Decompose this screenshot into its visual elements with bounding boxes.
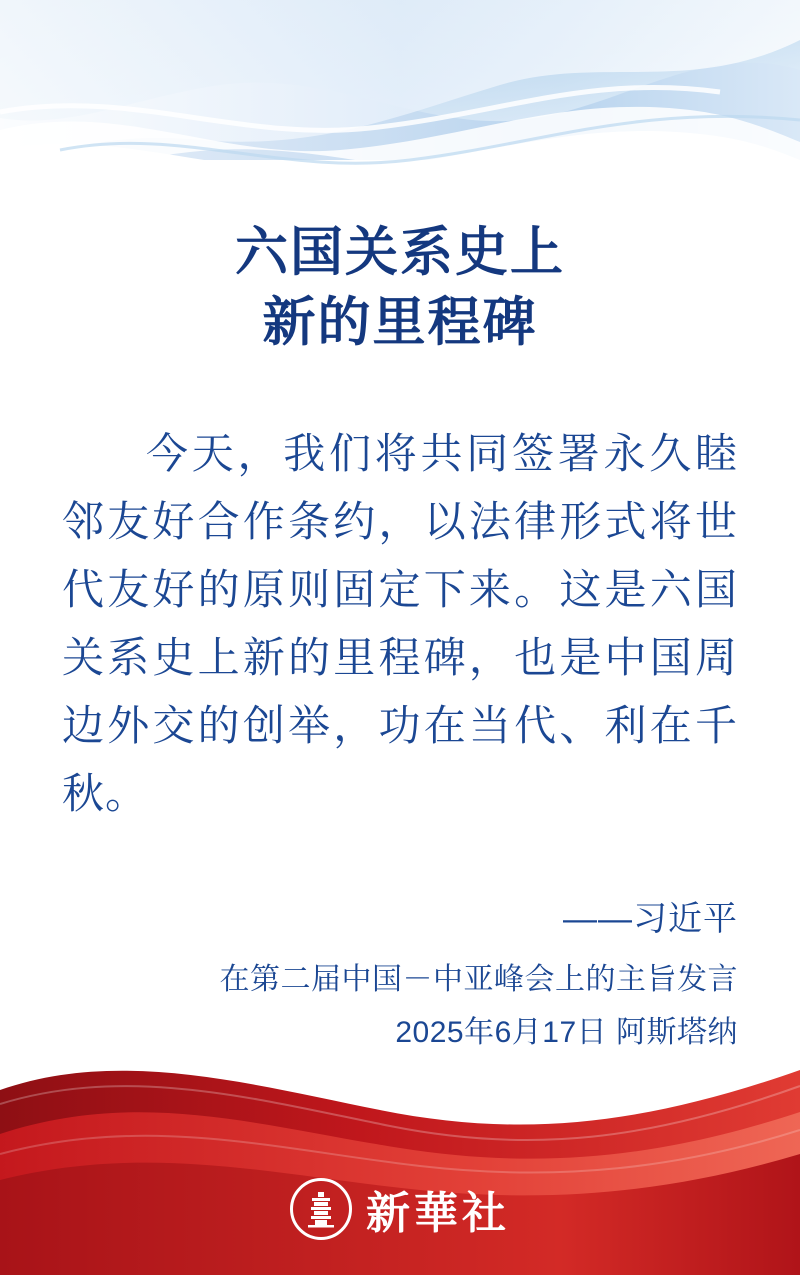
quote-author: ——习近平 [563,900,738,939]
quote-body: 今天，我们将共同签署永久睦邻友好合作条约，以法律形式将世代友好的原则固定下来。这是六国关系史上新的里程碑，也是中国周边外交的创举，功在当代、利在千秋。 [62,429,738,818]
page-title [62,218,738,358]
top-wave-decoration [0,0,800,200]
xinhua-pagoda-icon [290,1178,352,1240]
headline-line-2: 新的里程碑 [262,292,538,352]
xinhua-logo [0,1177,800,1241]
quote-place-date: 2025年6月17日 阿斯塔纳 [395,1016,738,1050]
poster-content [0,200,800,1050]
quote-occasion: 在第二届中国－中亚峰会上的主旨发言 [219,963,738,997]
headline-line-1: 六国关系史上 [235,223,565,282]
xinhua-logo-text: 新華社 [366,1188,510,1239]
